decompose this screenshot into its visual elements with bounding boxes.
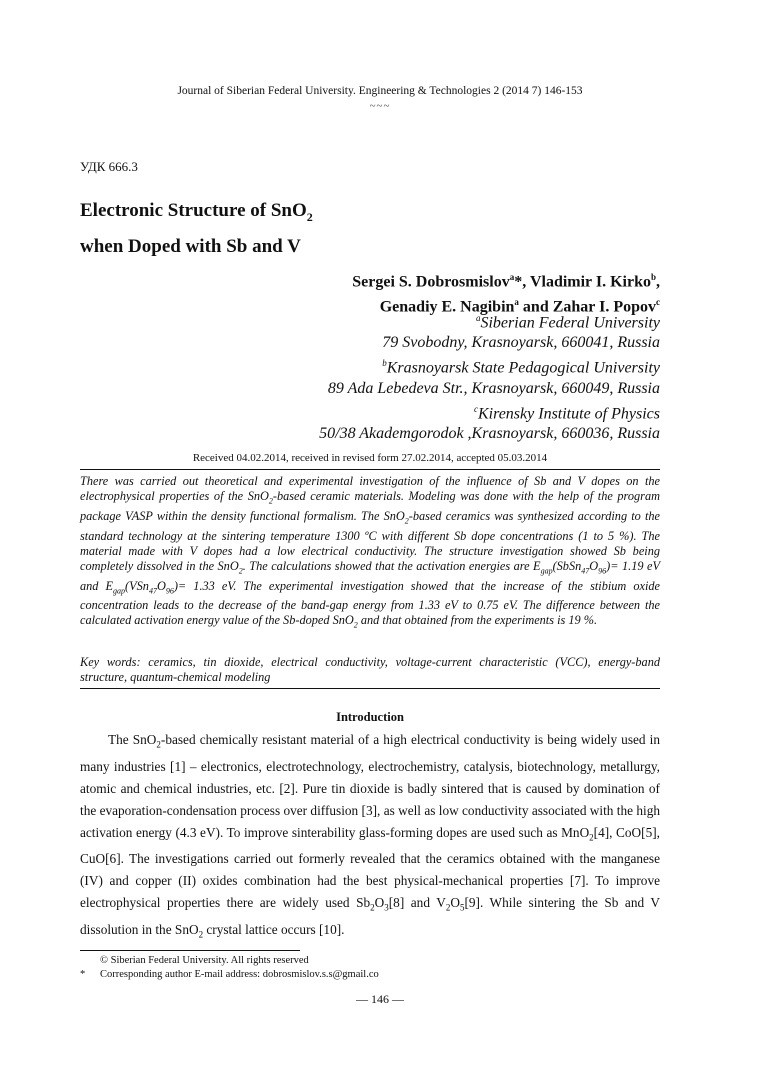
affiliation-address: 50/38 Akademgorodok ,Krasnoyarsk, 660036, Russia — [319, 424, 660, 442]
header-ornament: ~~~ — [369, 100, 391, 112]
introduction-paragraph: The SnO$_2$-based chemically resistant material of a high electrical conductivity is being widely used in many industries [1] – electronics, electrotechnology, electrochemistry, catalysis, biotechnology, metallurgy, atomic and chemical industries, etc. [2]. Pure tin dioxide is badly sintered that is caused by domination of the evaporation-condensation process over diffusion [3], as well as low conductivity associated with the high activation energy (4.3 eV). To improve sinterability glass-forming dopes are used such as MnO$_2$[4], CoO[5], CuO[6]. The investigations carried out formerly revealed that the ceramics obtained with the manganese (IV) and copper (II) oxides combination had the best physical-mechanical properties [7]. To improve electrophysical properties there are widely used $Sb_2O_3[8]$ and $V_2O_5[9]$. While sintering the Sb and V dissolution in the SnO$_2$ crystal lattice occurs [10]. — [80, 732, 660, 940]
journal-header: Journal of Siberian Federal University. Engineering & Technologies 2 (2014 7) 146-153 — [177, 85, 583, 97]
section-heading-introduction: Introduction — [336, 710, 404, 724]
abstract-top-rule — [80, 469, 660, 470]
abstract: There was carried out theoretical and experimental investigation of the influence of Sb and V dopes on the electrophysical properties of the SnO$_2$-based ceramic materials. Modeling was done with the help of the program package VASP within the density functional formalism. The SnO$_2$-based ceramics was synthesized according to the standard technology at the sintering temperature 1300 ºC with different Sb dope concentrations (1 to 5 %). The material made with V dopes had a low electrical conductivity. The structure investigation showed Sb being completely dissolved in the SnO$_2$. The calculations showed that the activation energies are $E_{gap}(SbSn_{47}O_{96})= 1.19$ eV and $E_{gap}(VSn_{47}O_{96})= 1.33$ eV. The experimental investigation showed that the increase of the stibium oxide concentration leads to the decrease of the band-gap energy from 1.33 eV to 0.75 eV. The difference between the calculated activation energy value of the Sb-doped SnO$_2$ and that obtained from the experiments is 19 %. — [80, 474, 661, 630]
keywords: Key words: ceramics, tin dioxide, electrical conductivity, voltage-current characteristic (VCC), energy-band structure, quantum-chemical modeling — [80, 655, 660, 685]
affiliation-list — [319, 308, 660, 444]
author-name: Zahar I. Popov — [552, 298, 656, 316]
author-name: Vladimir I. Kirko — [529, 273, 651, 291]
author-name: Genadiy E. Nagibin — [379, 298, 515, 316]
affiliation-name: $^a$Siberian Federal University — [475, 313, 660, 332]
page-number: — 146 — — [356, 992, 404, 1006]
received-dates: Received 04.02.2014, received in revised form 27.02.2014, accepted 05.03.2014 — [192, 452, 548, 464]
footnote-corresponding: * Corresponding author E-mail address: dobrosmislov.s.s@gmail.co — [80, 969, 379, 980]
affiliation-name: $^b$Krasnoyarsk State Pedagogical University — [382, 358, 660, 377]
udk-code: УДК 666.3 — [80, 159, 138, 174]
affiliation-name: $^c$Kirensky Institute of Physics — [473, 403, 660, 422]
author-list: Sergei S. Dobrosmislov$^a$*, Vladimir I. Kirko$^b$, Genadiy E. Nagibin$^a$ and Zahar I. Popov$^c$ — [352, 272, 660, 316]
paper-title: Electronic Structure of SnO$_2$ when Doped with Sb and V — [80, 200, 313, 257]
footnote-rule — [80, 950, 300, 951]
title-line-1: Electronic Structure of SnO — [80, 200, 307, 221]
affiliation-address: 79 Svobodny, Krasnoyarsk, 660041, Russia — [382, 334, 660, 352]
author-name: Sergei S. Dobrosmislov — [352, 273, 510, 291]
abstract-bottom-rule — [80, 688, 660, 689]
title-line-2: when Doped with Sb and V — [80, 235, 301, 257]
affiliation-address: 89 Ada Lebedeva Str., Krasnoyarsk, 660049, Russia — [327, 379, 660, 397]
footnote-copyright: © Siberian Federal University. All rights reserved — [100, 955, 309, 966]
